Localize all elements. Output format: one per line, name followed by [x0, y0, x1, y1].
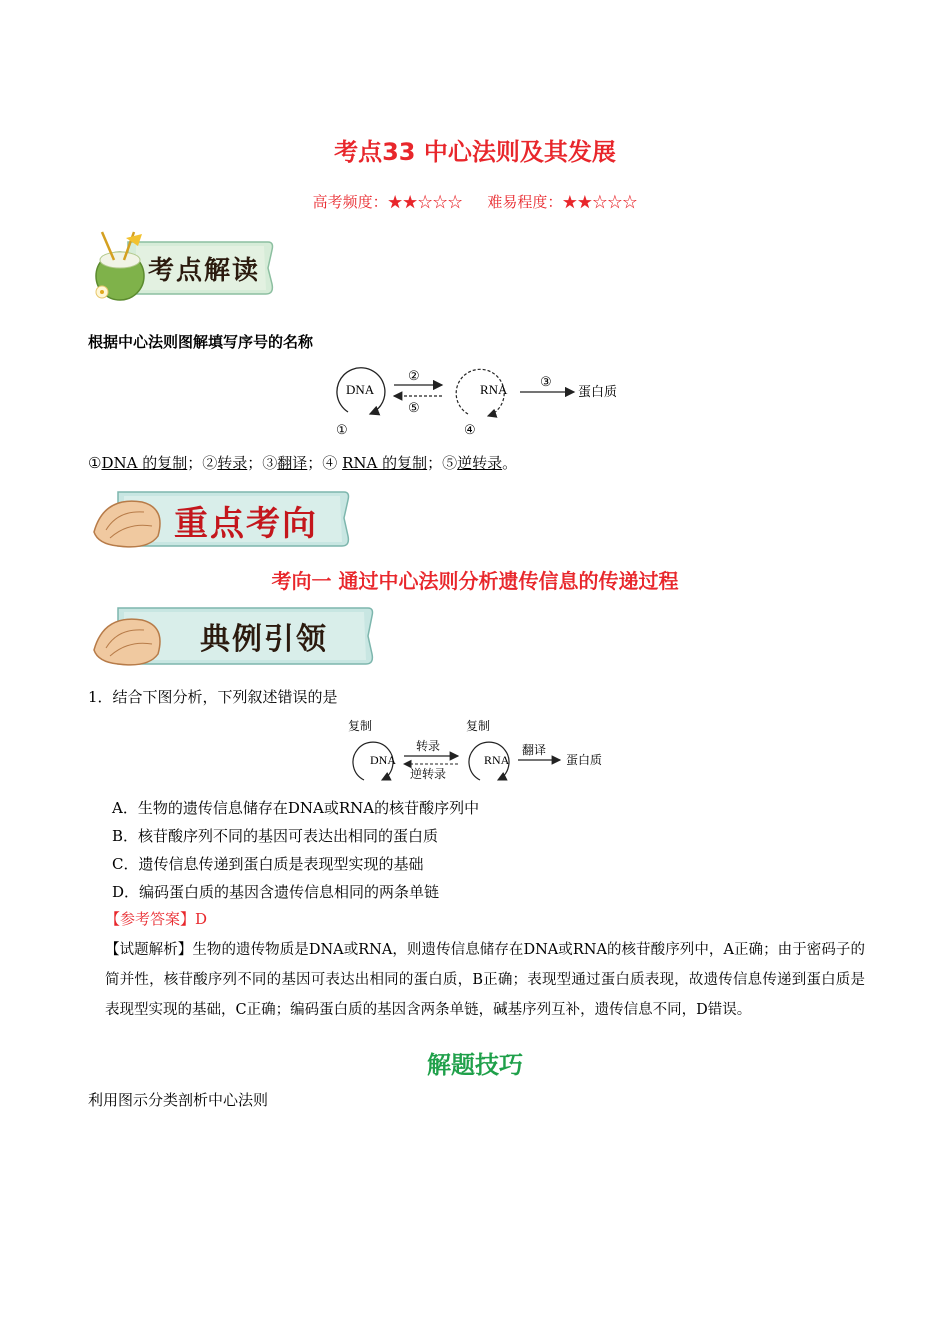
- frequency-line: [0, 191, 950, 212]
- section-heading: 根据中心法则图解填写序号的名称: [88, 333, 314, 351]
- direction-title: 考向一 通过中心法则分析遗传信息的传递过程: [271, 569, 679, 593]
- banner-kaodian: [88, 228, 278, 304]
- page-title: 考点33 中心法则及其发展: [334, 138, 616, 166]
- num-5: ；⑤: [427, 454, 458, 472]
- period: 。: [502, 454, 518, 472]
- answer-2: 转录: [217, 454, 248, 472]
- label-4: ④: [464, 423, 476, 438]
- diagram2-reverse: 逆转录: [410, 767, 447, 781]
- central-dogma-diagram-2: [340, 714, 620, 788]
- banner-zhongdian-label: 重点考向: [174, 504, 318, 544]
- diagram2-protein: 蛋白质: [566, 753, 603, 767]
- option-c: C．遗传信息传递到蛋白质是表现型实现的基础: [112, 855, 424, 873]
- central-dogma-diagram: [318, 356, 638, 442]
- diagram2-translation: 翻译: [522, 743, 547, 757]
- num-2: ；②: [187, 454, 218, 472]
- diagram1-protein: 蛋白质: [578, 385, 618, 400]
- label-3: ③: [540, 375, 552, 390]
- tips-title: 解题技巧: [427, 1050, 523, 1079]
- banner-zhongdian: [88, 484, 354, 554]
- label-5: ⑤: [408, 401, 420, 416]
- diagram2-replicate-1: 复制: [348, 719, 373, 733]
- fill-answers: [88, 452, 517, 473]
- diagram2-replicate-2: 复制: [466, 719, 491, 733]
- answer-3: 翻译: [277, 454, 308, 472]
- num-1: ①: [88, 454, 102, 472]
- tips-text: 利用图示分类剖析中心法则: [88, 1091, 269, 1109]
- answer-4: RNA 的复制: [342, 454, 428, 472]
- question-stem: 1．结合下图分析，下列叙述错误的是: [88, 688, 338, 706]
- gaokao-frequency: 高考频度：★★☆☆☆: [312, 193, 463, 211]
- option-d: D．编码蛋白质的基因含遗传信息相同的两条单链: [112, 883, 440, 901]
- diagram2-rna: RNA: [484, 753, 510, 767]
- answer-1: DNA 的复制: [101, 454, 188, 472]
- option-b: B．核苷酸序列不同的基因可表达出相同的蛋白质: [112, 827, 439, 845]
- num-4: ；④: [307, 454, 343, 472]
- difficulty-level: 难易程度：★★☆☆☆: [487, 193, 638, 211]
- label-1: ①: [336, 423, 348, 438]
- banner-kaodian-label: 考点解读: [148, 256, 261, 286]
- banner-dianli-label: 典例引领: [200, 622, 328, 657]
- num-3: ；③: [247, 454, 278, 472]
- label-2: ②: [408, 369, 420, 384]
- diagram2-transcription: 转录: [416, 739, 441, 753]
- diagram1-dna: DNA: [346, 382, 375, 397]
- answer-5: 逆转录: [457, 454, 503, 472]
- reference-answer: 【参考答案】D: [105, 910, 208, 928]
- option-a: A．生物的遗传信息储存在DNA或RNA的核苷酸序列中: [112, 799, 480, 817]
- banner-dianli: [88, 600, 378, 672]
- analysis-text: 【试题解析】生物的遗传物质是DNA或RNA，则遗传信息储存在DNA或RNA的核苷酸序列中，A正确；由于密码子的简并性，核苷酸序列不同的基因可表达出相同的蛋白质，B正确；表现型通过蛋白质表现，故遗传信息传递到蛋白质是表现型实现的基础，C正确；编码蛋白质的基因含两条单链，碱基序列互补，遗传信息不同，D错误。: [105, 942, 865, 1018]
- diagram2-dna: DNA: [370, 753, 396, 767]
- diagram1-rna: RNA: [480, 382, 508, 397]
